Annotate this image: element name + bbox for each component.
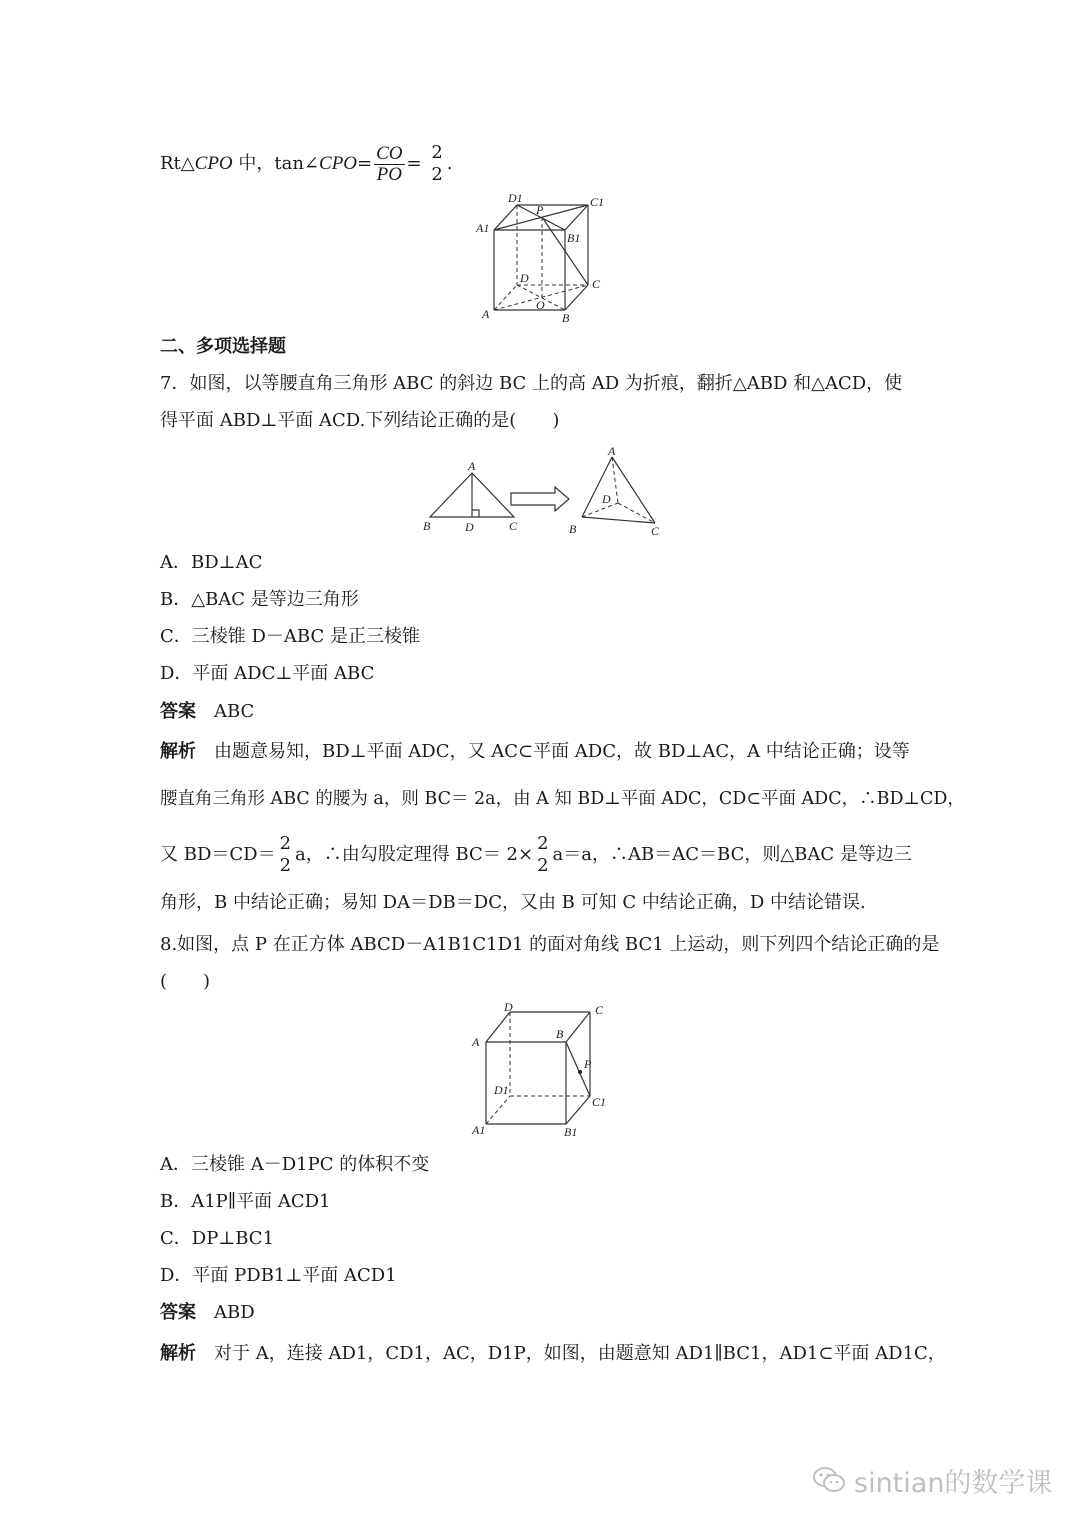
q8-line1: 8.如图，点 P 在正方体 ABCD－A1B1C1D1 的面对角线 BC1 上运动，则下列四个结论正确的是 bbox=[160, 934, 940, 955]
label-c1: C1 bbox=[590, 195, 605, 209]
q8-line2: ( ) bbox=[160, 971, 211, 992]
fold2-label-a: A bbox=[608, 444, 616, 458]
q8-answer: 答案 ABD bbox=[160, 1302, 255, 1323]
q7-analysis-2: 腰直角三角形 ABC 的腰为 a，则 BC＝ 2a，由 A 知 BD⊥平面 ADC，CD⊂平面 ADC，∴BD⊥CD， bbox=[160, 789, 965, 809]
q8-option-b: B．A1P∥平面 ACD1 bbox=[160, 1191, 331, 1212]
q7-answer: 答案 ABC bbox=[160, 701, 255, 722]
label-c: C bbox=[592, 277, 601, 291]
q7-option-c: C．三棱锥 D－ABC 是正三棱锥 bbox=[160, 626, 420, 647]
label-b: B bbox=[562, 311, 570, 325]
cube2-label-p: P bbox=[584, 1057, 592, 1071]
cube-figure-p-on-bc1 bbox=[468, 1000, 618, 1142]
fold-label-a: A bbox=[468, 459, 476, 473]
label-b1: B1 bbox=[567, 231, 581, 245]
q7-analysis-4: 角形，B 中结论正确；易知 DA＝DB＝DC，又由 B 可知 C 中结论正确，D 中结论错误. bbox=[160, 892, 866, 913]
fraction-sqrt2-2: 2 2 bbox=[431, 142, 443, 185]
fraction-co-po: $\frac{CO}{PO}$ bbox=[376, 142, 403, 185]
cube2-label-c: C bbox=[595, 1003, 604, 1017]
q7-option-a: A．BD⊥AC bbox=[160, 552, 263, 573]
fold2-label-c: C bbox=[651, 524, 660, 538]
watermark bbox=[812, 1460, 1052, 1500]
wechat-icon bbox=[812, 1465, 846, 1495]
fold-label-b: B bbox=[423, 519, 431, 533]
q7-option-b: B．△BAC 是等边三角形 bbox=[160, 589, 359, 610]
fold-label-d: D bbox=[465, 520, 474, 534]
cube2-label-d1: D1 bbox=[494, 1083, 509, 1097]
q7-line1: 7．如图，以等腰直角三角形 ABC 的斜边 BC 上的高 AD 为折痕，翻折△ABD 和△ACD，使 bbox=[160, 373, 903, 394]
q7-analysis-3: 又 BD＝CD＝ 2 2 a，∴由勾股定理得 BC＝ 2× 2 2 a＝a，∴AB＝AC＝BC，则△BAC 是等边三 bbox=[160, 833, 912, 876]
rt-triangle-line: Rt△CPO 中，tan∠CPO= $\frac{CO}{PO}$ = 2 2 . bbox=[160, 142, 453, 185]
label-o: O bbox=[536, 298, 545, 312]
q8-analysis: 解析 对于 A，连接 AD1，CD1，AC，D1P，如图，由题意知 AD1∥BC1，AD1⊂平面 AD1C， bbox=[160, 1343, 946, 1364]
cube2-label-a1: A1 bbox=[472, 1123, 486, 1137]
cube2-label-b1: B1 bbox=[564, 1125, 578, 1139]
label-d: D bbox=[520, 271, 529, 285]
cube2-label-c1: C1 bbox=[592, 1095, 607, 1109]
section-title: 二、多项选择题 bbox=[160, 336, 286, 357]
label-a: A bbox=[482, 307, 490, 321]
q7-line2: 得平面 ABD⊥平面 ACD.下列结论正确的是( ) bbox=[160, 410, 560, 431]
cube2-label-d: D bbox=[504, 1000, 513, 1014]
q8-option-a: A．三棱锥 A－D1PC 的体积不变 bbox=[160, 1154, 430, 1175]
q8-option-c: C．DP⊥BC1 bbox=[160, 1228, 275, 1249]
fold2-label-b: B bbox=[569, 522, 577, 536]
fraction-sqrt2-2: 2 2 bbox=[537, 833, 549, 876]
q7-option-d: D．平面 ADC⊥平面 ABC bbox=[160, 663, 375, 684]
fold-triangle-figure bbox=[415, 443, 675, 538]
fold2-label-d: D bbox=[602, 492, 611, 506]
cube2-label-b: B bbox=[556, 1027, 564, 1041]
watermark-text: sintian的数学课 bbox=[854, 1467, 1053, 1499]
label-p: P bbox=[536, 203, 544, 217]
q8-option-d: D．平面 PDB1⊥平面 ACD1 bbox=[160, 1265, 397, 1286]
fold-label-c: C bbox=[509, 519, 518, 533]
fraction-sqrt2-2: 2 2 bbox=[279, 833, 292, 876]
cube-figure-cpo bbox=[470, 190, 620, 325]
label-d1: D1 bbox=[508, 191, 523, 205]
cube2-label-a: A bbox=[472, 1035, 480, 1049]
q7-analysis-1: 解析 由题意易知，BD⊥平面 ADC，又 AC⊂平面 ADC，故 BD⊥AC，A 中结论正确；设等 bbox=[160, 741, 910, 762]
label-a1: A1 bbox=[476, 221, 490, 235]
